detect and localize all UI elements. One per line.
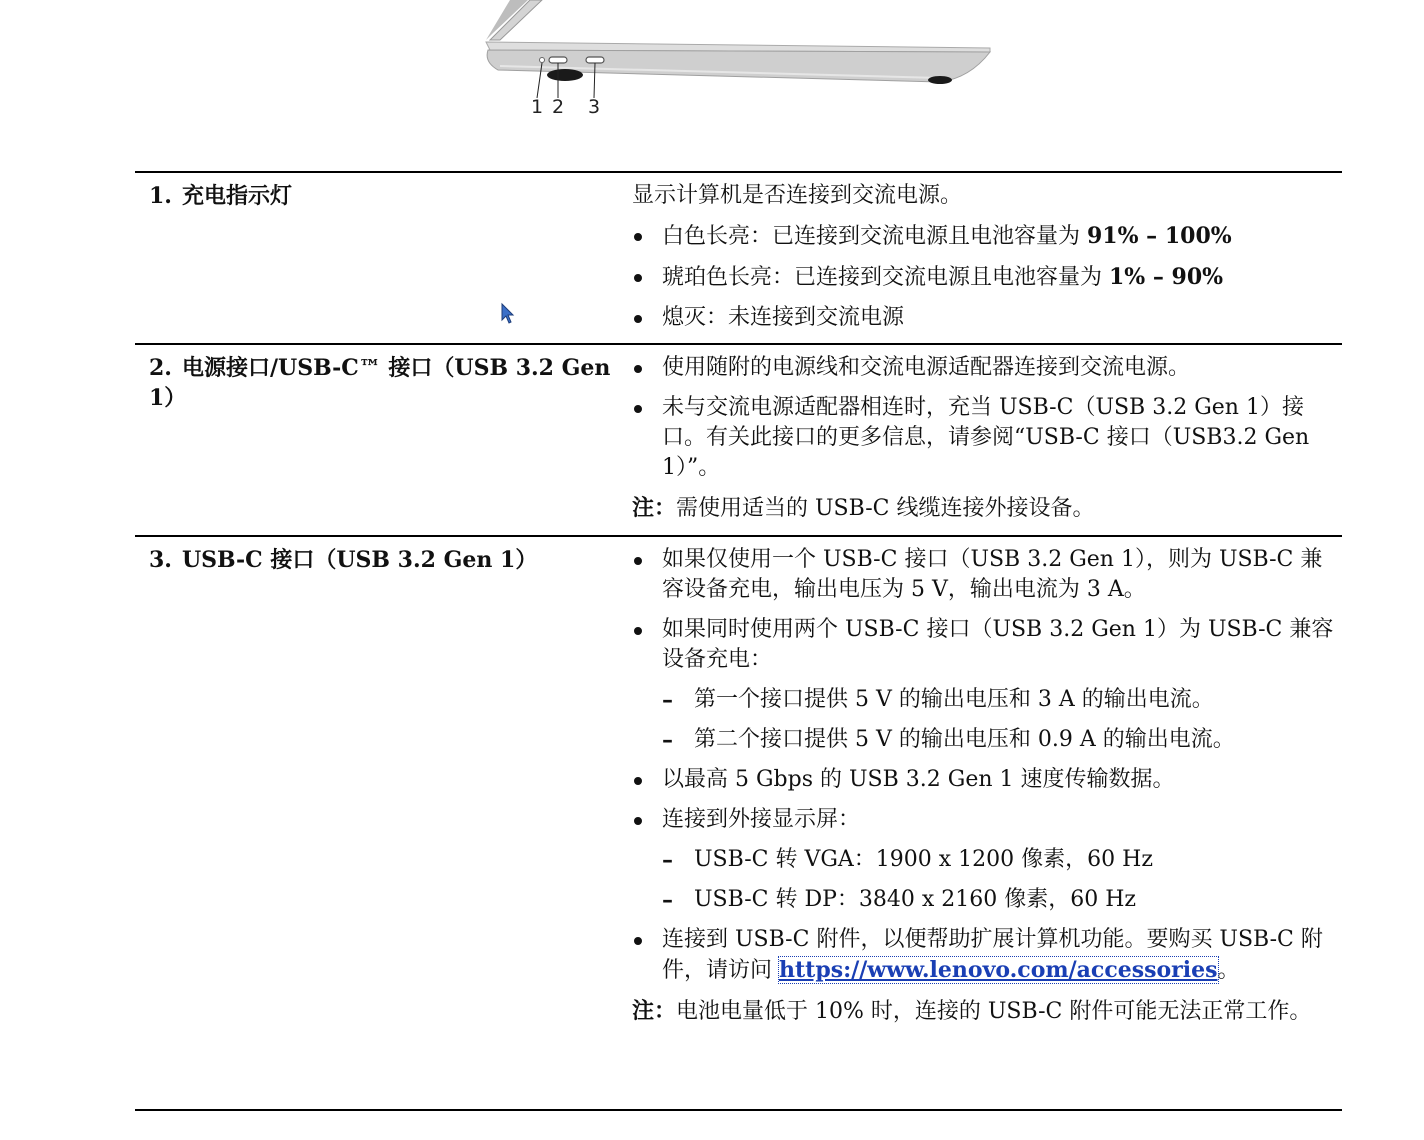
laptop-side-illustration — [470, 0, 1010, 125]
callout-3: 3 — [588, 96, 601, 118]
row-description — [617, 173, 1342, 343]
list-item: 白色长亮：已连接到交流电源且电池容量为 91% – 100% — [632, 221, 1342, 252]
list-item: 琥珀色长亮：已连接到交流电源且电池容量为 1% – 90% — [632, 262, 1342, 293]
bullet-list — [632, 221, 1342, 333]
sub-list-item: – USB-C 转 VGA：1900 x 1200 像素，60 Hz — [662, 845, 1342, 875]
sub-list-item: – USB-C 转 DP：3840 x 2160 像素，60 Hz — [662, 885, 1342, 915]
callout-2: 2 — [552, 96, 565, 118]
row-title: 1. 充电指示灯 — [149, 183, 292, 209]
list-item: 以最高 5 Gbps 的 USB 3.2 Gen 1 速度传输数据。 — [632, 765, 1342, 795]
list-item: 未与交流电源适配器相连时，充当 USB-C（USB 3.2 Gen 1）接口。有关此接口的更多信息，请参阅“USB-C 接口（USB3.2 Gen 1）”。 — [632, 393, 1342, 483]
row-title: 2. 电源接口/USB-C™ 接口（USB 3.2 Gen 1） — [149, 355, 611, 411]
note: 注：电池电量低于 10% 时，连接的 USB-C 附件可能无法正常工作。 — [632, 998, 1312, 1024]
port-spec-table — [135, 171, 1342, 1111]
table-row — [135, 537, 1342, 1111]
sub-list-item: – 第二个接口提供 5 V 的输出电压和 0.9 A 的输出电流。 — [662, 725, 1342, 755]
intro-text: 显示计算机是否连接到交流电源。 — [632, 183, 963, 208]
note: 注：需使用适当的 USB-C 线缆连接外接设备。 — [632, 495, 1095, 521]
list-item: 熄灭：未连接到交流电源 — [632, 303, 1342, 333]
sub-list-item: – 第一个接口提供 5 V 的输出电压和 3 A 的输出电流。 — [662, 685, 1342, 715]
bullet-list — [632, 545, 1342, 986]
list-item: 使用随附的电源线和交流电源适配器连接到交流电源。 — [632, 353, 1342, 383]
sub-list — [662, 685, 1342, 755]
row-title: 3. USB-C 接口（USB 3.2 Gen 1） — [149, 547, 538, 573]
list-item: 如果同时使用两个 USB-C 接口（USB 3.2 Gen 1）为 USB-C 兼容设备充电： – 第一个接口提供 5 V 的输出电压和 3 A 的输出电流。 – 第二个接口提供 5 V 的输出电压和 0.9 A 的输出电流。 — [632, 615, 1342, 755]
row-description — [617, 537, 1342, 1109]
list-item: 连接到 USB-C 附件，以便帮助扩展计算机功能。要购买 USB-C 附件，请访问 https://www.lenovo.com/accessories。 — [632, 925, 1342, 986]
bullet-list — [632, 353, 1342, 483]
row-description — [617, 345, 1342, 535]
table-row — [135, 345, 1342, 537]
list-item: 如果仅使用一个 USB-C 接口（USB 3.2 Gen 1），则为 USB-C 兼容设备充电，输出电压为 5 V，输出电流为 3 A。 — [632, 545, 1342, 605]
table-row — [135, 173, 1342, 345]
callout-1: 1 — [531, 96, 544, 118]
lenovo-accessories-link[interactable]: https://www.lenovo.com/accessories — [779, 957, 1218, 983]
list-item: 连接到外接显示屏： – USB-C 转 VGA：1900 x 1200 像素，60 Hz – USB-C 转 DP：3840 x 2160 像素，60 Hz — [632, 805, 1342, 915]
sub-list — [662, 845, 1342, 915]
